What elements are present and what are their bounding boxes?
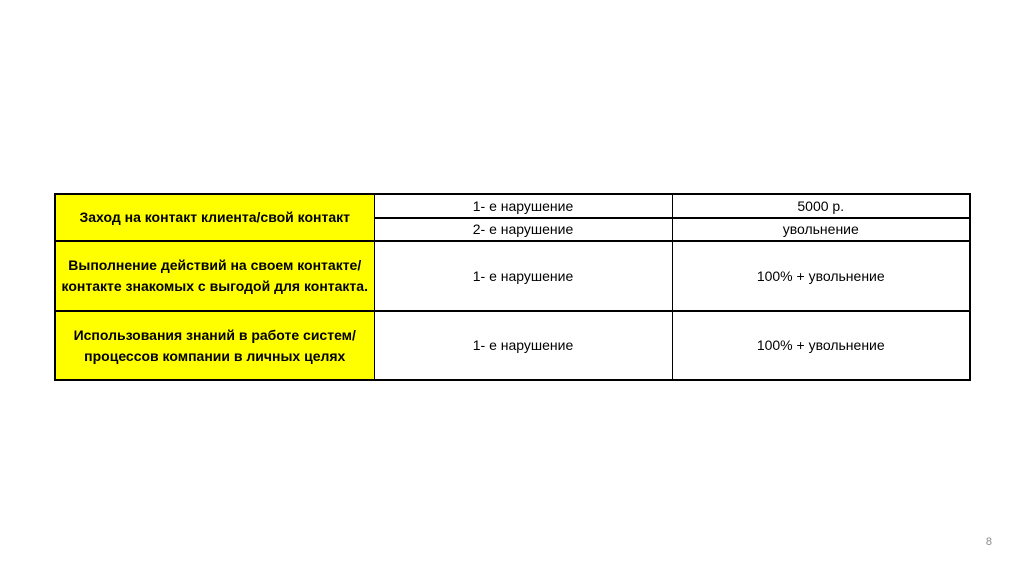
violation-count-cell: 1- е нарушение xyxy=(374,311,672,380)
penalty-cell: 5000 р. xyxy=(672,194,970,218)
violation-cell: Использования знаний в работе систем/процессов компании в личных целях xyxy=(55,311,374,380)
penalty-cell: увольнение xyxy=(672,218,970,241)
violation-cell: Заход на контакт клиента/свой контакт xyxy=(55,194,374,241)
table-row xyxy=(55,241,970,311)
penalty-cell: 100% + увольнение xyxy=(672,311,970,380)
page-number: 8 xyxy=(985,536,992,548)
table-row xyxy=(55,194,970,218)
table-row xyxy=(55,311,970,380)
violations-table xyxy=(54,193,971,381)
violation-count-cell: 1- е нарушение xyxy=(374,194,672,218)
violation-cell: Выполнение действий на своем контакте/контакте знакомых с выгодой для контакта. xyxy=(55,241,374,311)
penalty-cell: 100% + увольнение xyxy=(672,241,970,311)
violation-count-cell: 2- е нарушение xyxy=(374,218,672,241)
violation-count-cell: 1- е нарушение xyxy=(374,241,672,311)
